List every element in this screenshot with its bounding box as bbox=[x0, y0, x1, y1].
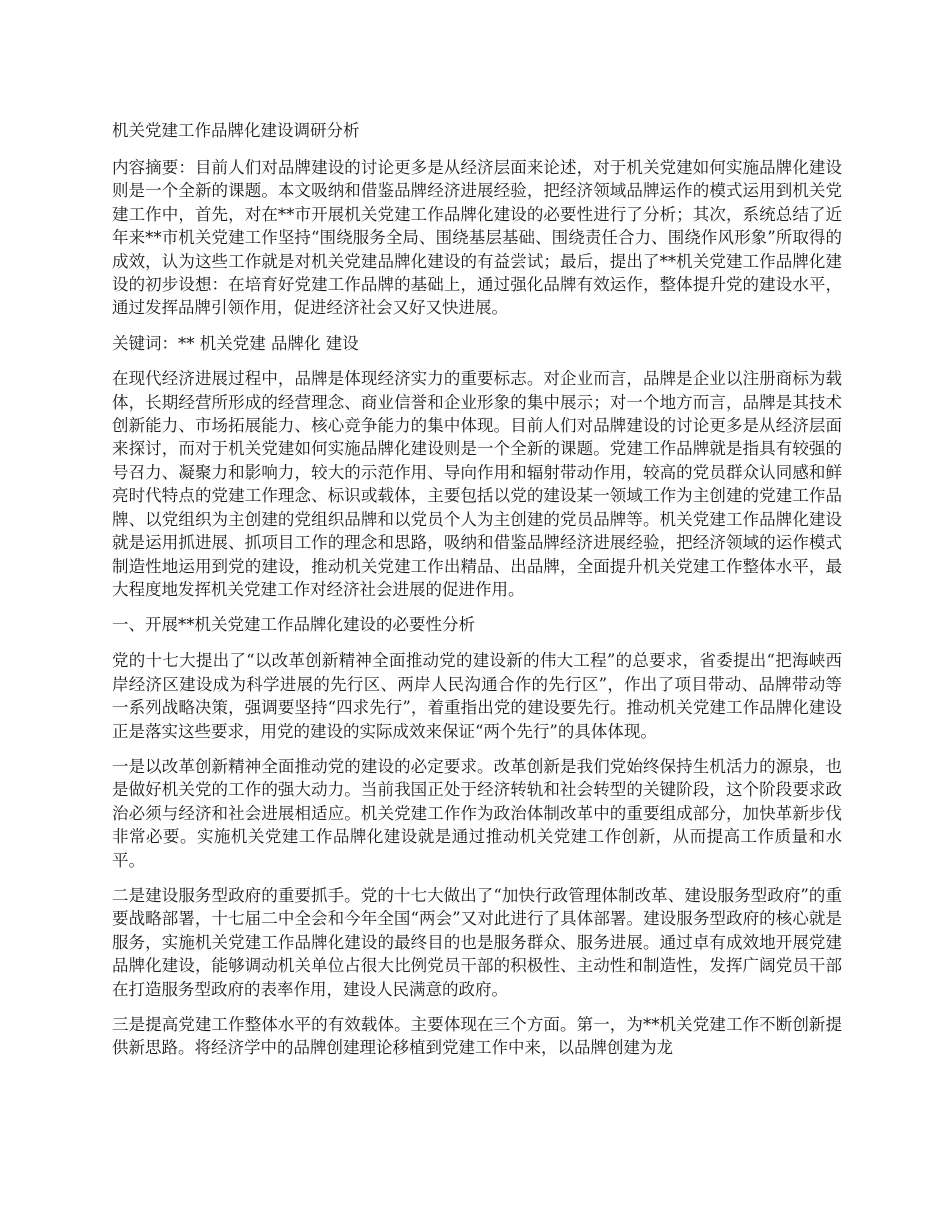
keywords-line: 关键词：** 机关党建 品牌化 建设 bbox=[112, 333, 359, 353]
point-3-paragraph: 三是提高党建工作整体水平的有效载体。主要体现在三个方面。第一，为**机关党建工作不断创新提供新思路。将经济学中的品牌创建理论移植到党建工作中来，以品牌创建为龙 bbox=[112, 1015, 842, 1058]
abstract-paragraph: 内容摘要：目前人们对品牌建设的讨论更多是从经济层面来论述，对于机关党建如何实施品牌化建设则是一个全新的课题。本文吸纳和借鉴品牌经济进展经验，把经济领域品牌运作的模式运用到机关党建工作中，首先，对在**市开展机关党建工作品牌化建设的必要性进行了分析；其次，系统总结了近年来**市机关党建工作坚持“围绕服务全局、围绕基层基础、围绕责任合力、围绕作风形象”所取得的成效，认为这些工作就是对机关党建品牌化建设的有益尝试；最后，提出了**机关党建工作品牌化建设的初步设想：在培育好党建工作品牌的基础上，通过强化品牌有效运作，整体提升党的建设水平，通过发挥品牌引领作用，促进经济社会又好又快进展。 bbox=[112, 158, 842, 318]
document-page bbox=[112, 118, 842, 1072]
section-1-heading: 一、开展**机关党建工作品牌化建设的必要性分析 bbox=[112, 615, 475, 635]
intro-paragraph: 在现代经济进展过程中，品牌是体现经济实力的重要标志。对企业而言，品牌是企业以注册商标为载体，长期经营所形成的经营理念、商业信誉和企业形象的集中展示；对一个地方而言，品牌是其技术创新能力、市场拓展能力、核心竞争能力的集中体现。目前人们对品牌建设的讨论更多是从经济层面来探讨，而对于机关党建如何实施品牌化建设则是一个全新的课题。党建工作品牌就是指具有较强的号召力、凝聚力和影响力，较大的示范作用、导向作用和辐射带动作用，较高的党员群众认同感和鲜亮时代特点的党建工作理念、标识或载体，主要包括以党的建设某一领域工作为主创建的党建工作品牌、以党组织为主创建的党组织品牌和以党员个人为主创建的党员品牌等。机关党建工作品牌化建设就是运用抓进展、抓项目工作的理念和思路，吸纳和借鉴品牌经济进展经验，把经济领域的运作模式制造性地运用到党的建设，推动机关党建工作出精品、出品牌，全面提升机关党建工作整体水平，最大程度地发挥机关党建工作对经济社会进展的促进作用。 bbox=[112, 369, 842, 599]
section-1-intro-paragraph: 党的十七大提出了“以改革创新精神全面推动党的建设新的伟大工程”的总要求，省委提出“把海峡西岸经济区建设成为科学进展的先行区、两岸人民沟通合作的先行区”，作出了项目带动、品牌带动等一系列战略决策，强调要坚持“四求先行”，着重指出党的建设要先行。推动机关党建工作品牌化建设正是落实这些要求，用党的建设的实际成效来保证“两个先行”的具体体现。 bbox=[112, 651, 842, 741]
point-2-paragraph: 二是建设服务型政府的重要抓手。党的十七大做出了“加快行政管理体制改革、建设服务型政府”的重要战略部署，十七届二中全会和今年全国“两会”又对此进行了具体部署。建设服务型政府的核心就是服务，实施机关党建工作品牌化建设的最终目的也是服务群众、服务进展。通过卓有成效地开展党建品牌化建设，能够调动机关单位占很大比例党员干部的积极性、主动性和制造性，发挥广阔党员干部在打造服务型政府的表率作用，建设人民满意的政府。 bbox=[112, 885, 842, 999]
document-title: 机关党建工作品牌化建设调研分析 bbox=[112, 121, 360, 140]
point-1-paragraph: 一是以改革创新精神全面推动党的建设的必定要求。改革创新是我们党始终保持生机活力的源泉，也是做好机关党的工作的强大动力。当前我国正处于经济转轨和社会转型的关键阶段，这个阶段要求政治必须与经济和社会进展相适应。机关党建工作作为政治体制改革中的重要组成部分，加快革新步伐非常必要。实施机关党建工作品牌化建设就是通过推动机关党建工作创新，从而提高工作质量和水平。 bbox=[112, 756, 842, 870]
